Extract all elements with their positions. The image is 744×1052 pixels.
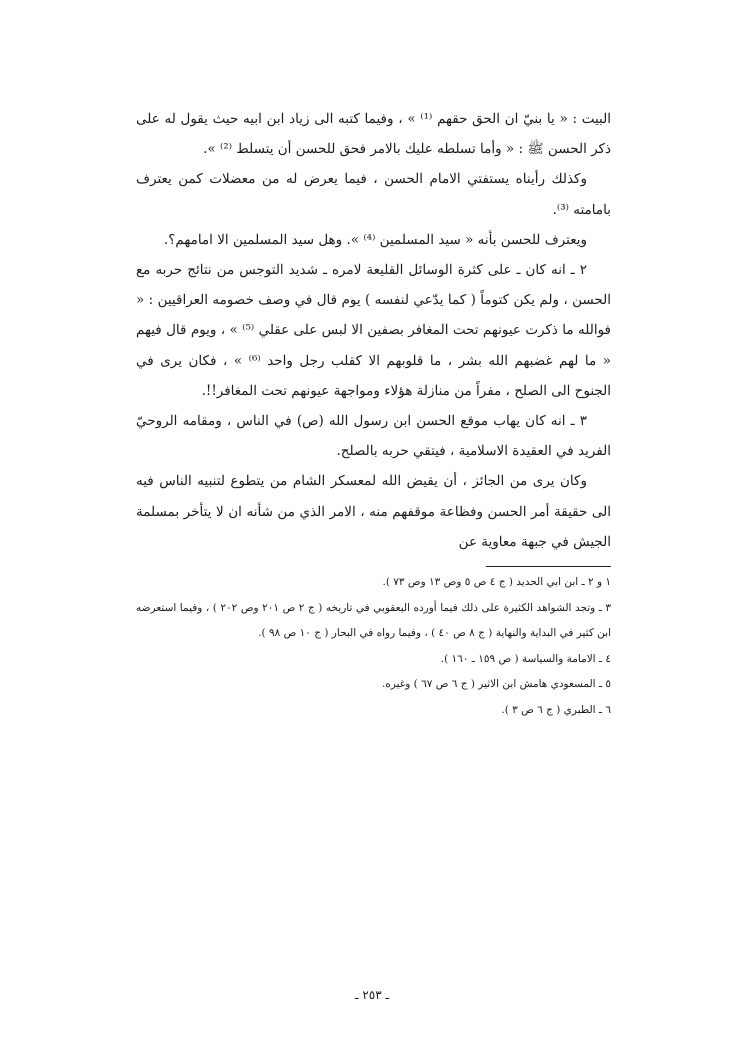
main-text	[136, 104, 611, 557]
paragraph: ويعترف للحسن بأنه « سيد المسلمين ⁽⁴⁾ ». وهل سيد المسلمين الا امامهم؟.	[163, 231, 587, 248]
paragraph: البيت : « يا بنيّ ان الحق حقهم ⁽¹⁾ » ، وفيما كتبه الى زياد ابن ابيه حيث يقول له على ذكر الحسن ﷺ : « وأما تسلطه عليك بالامر فحق للحسن أن يتسلط ⁽²⁾ ».	[136, 111, 611, 158]
paragraph: وكذلك رأيناه يستفتي الامام الحسن ، فيما يعرض له من معضلات كمن يعترف بامامته ⁽³⁾.	[136, 171, 611, 218]
paragraph: وكان يرى من الجائز ، أن يقيض الله لمعسكر الشام من يتطوع لتنبيه الناس فيه الى حقيقة أمر الحسن وفظاعة موقفهم منه ، الامر الذي من شأنه ان لا يتأخر بمسلمة الجيش في جبهة معاوية عن	[136, 473, 611, 550]
page-number: ـ ٢٥٣ ـ	[354, 988, 390, 1002]
paragraph: ٣ ـ انه كان يهاب موقع الحسن ابن رسول الله (ص) في الناس ، ومقامه الروحيّ الفريد في العقيدة الاسلامية ، فيتقي حربه بالصلح.	[136, 413, 611, 460]
footnote-divider	[486, 566, 611, 567]
footnote: ٤ ـ الامامة والسياسة ( ص ١٥٩ ـ ١٦٠ ).	[440, 652, 611, 665]
footnote: ٦ ـ الطبري ( ج ٦ ص ٣ ).	[501, 703, 611, 716]
footnote: ١ و ٢ ـ ابن ابي الحديد ( ج ٤ ص ٥ وص ١٣ وص ٧٣ ).	[382, 576, 611, 588]
footnotes	[136, 570, 611, 723]
footnote: ٥ ـ المسعودي هامش ابن الاثير ( ج ٦ ص ٦٧ ) وغيره.	[381, 678, 611, 690]
footnote: ٣ ـ وتجد الشواهد الكثيرة على ذلك فيما أورده اليعقوبي في تاريخه ( ج ٢ ص ٢٠١ وص ٢٠٢ ) ، وفيما استعرضه ابن كثير في البداية والنهاية ( ج ٨ ص ٤٠ ) ، وفيما رواه في البحار ( ج ١٠ ص ٩٨ ).	[136, 601, 611, 639]
paragraph: ٢ ـ انه كان ـ على كثرة الوسائل القليعة لامره ـ شديد التوجس من نتائج حربه مع الحسن ، ولم يكن كتوماً ( كما يدّعي لنفسه ) يوم قال في وصف خصومه العراقيين : « فوالله ما ذكرت عيونهم تحت المغافر بصفين الا لبس على عقلي ⁽⁵⁾ » ، ويوم قال فيهم « ما لهم غضبهم الله بشر ، ما قلوبهم الا كقلب رجل واحد ⁽⁶⁾ » ، فكان يرى في الجنوح الى الصلح ، مفراً من منازلة هؤلاء ومواجهة عيونهم تحت المغافر!!.	[136, 262, 612, 399]
